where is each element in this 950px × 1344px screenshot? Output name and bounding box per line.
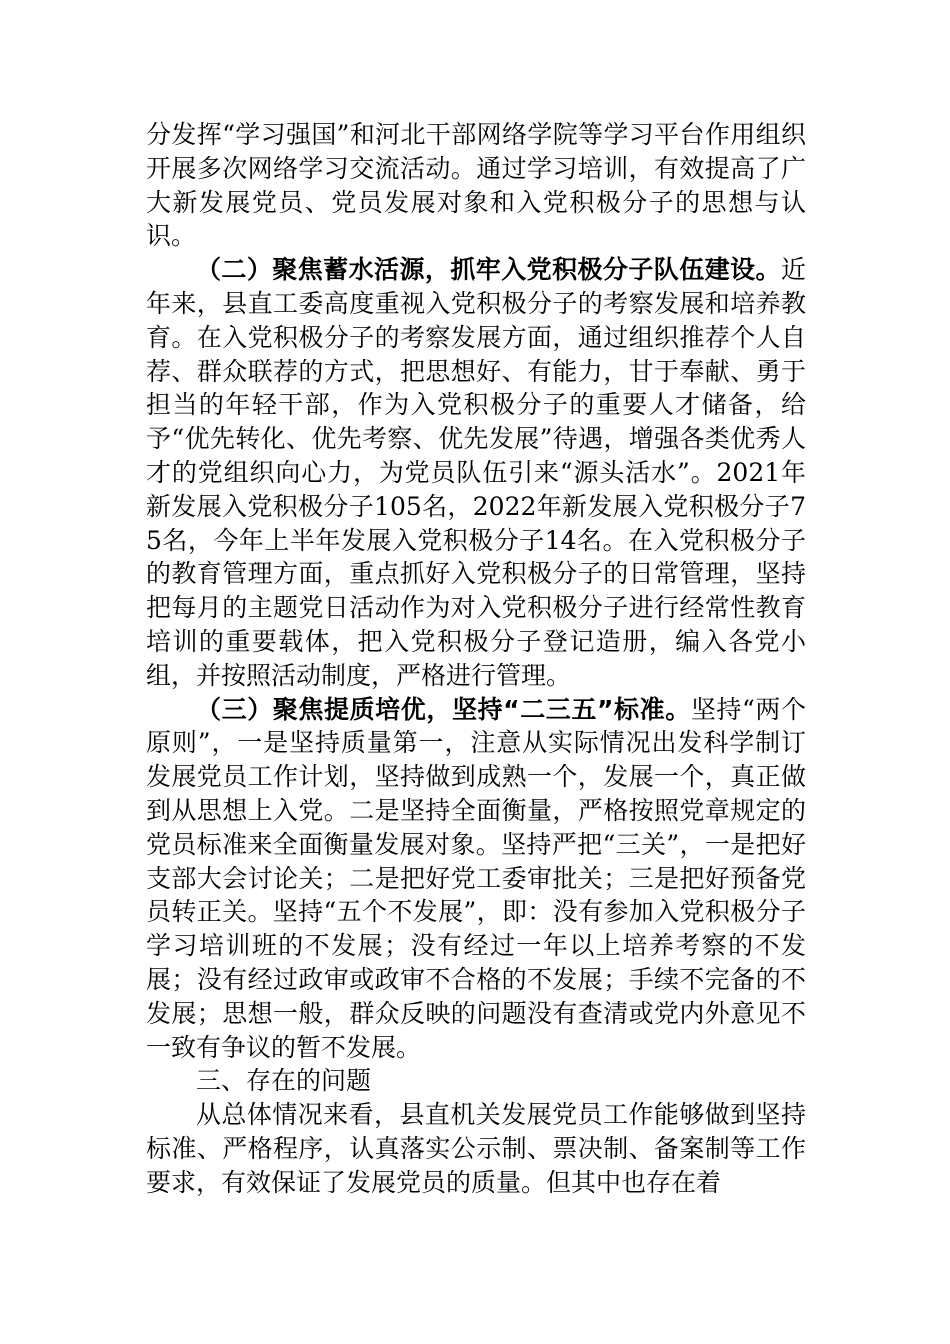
paragraph-standards	[146, 693, 806, 1065]
paragraph-activist-team	[146, 253, 806, 692]
paragraph-activist-team-body: 近年来，县直工委高度重视入党积极分子的考察发展和培养教育。在入党积极分子的考察发展方面，通过组织推荐个人自荐、群众联荐的方式，把思想好、有能力，甘于奉献、勇于担当的年轻干部，作为入党积极分子的重要人才储备，给予“优先转化、优先考察、优先发展”待遇，增强各类优秀人才的党组织向心力，为党员队伍引来“源头活水”。2021年新发展入党积极分子105名，2022年新发展入党积极分子75名，今年上半年发展入党积极分子14名。在入党积极分子的教育管理方面，重点抓好入党积极分子的日常管理，坚持把每月的主题党日活动作为对入党积极分子进行经常性教育培训的重要载体，把入党积极分子登记造册，编入各党小组，并按照活动制度，严格进行管理。	[146, 255, 806, 690]
paragraph-standards-body: 坚持“两个原则”，一是坚持质量第一，注意从实际情况出发科学制订发展党员工作计划，坚持做到成熟一个，发展一个，真正做到从思想上入党。二是坚持全面衡量，严格按照党章规定的党员标准来全面衡量发展对象。坚持严把“三关”，一是把好支部大会讨论关；二是把好党工委审批关；三是把好预备党员转正关。坚持“五个不发展”，即：没有参加入党积极分子学习培训班的不发展；没有经过一年以上培养考察的不发展；没有经过政审或政审不合格的不发展；手续不完备的不发展；思想一般，群众反映的问题没有查清或党内外意见不一致有争议的暂不发展。	[146, 694, 806, 1062]
paragraph-overall-situation: 从总体情况来看，县直机关发展党员工作能够做到坚持标准、严格程序，认真落实公示制、票决制、备案制等工作要求，有效保证了发展党员的质量。但其中也存在着	[146, 1100, 806, 1197]
subheading-standards: （三）聚焦提质培优，坚持“二三五”标准。	[196, 694, 691, 724]
subheading-activist-team: （二）聚焦蓄水活源，抓牢入党积极分子队伍建设。	[196, 255, 781, 285]
paragraph-continuation: 分发挥“学习强国”和河北干部网络学院等学习平台作用组织开展多次网络学习交流活动。通过学习培训，有效提高了广大新发展党员、党员发展对象和入党积极分子的思想与认识。	[146, 120, 806, 251]
section-heading-problems: 三、存在的问题	[196, 1066, 372, 1096]
document-body	[146, 118, 806, 1200]
